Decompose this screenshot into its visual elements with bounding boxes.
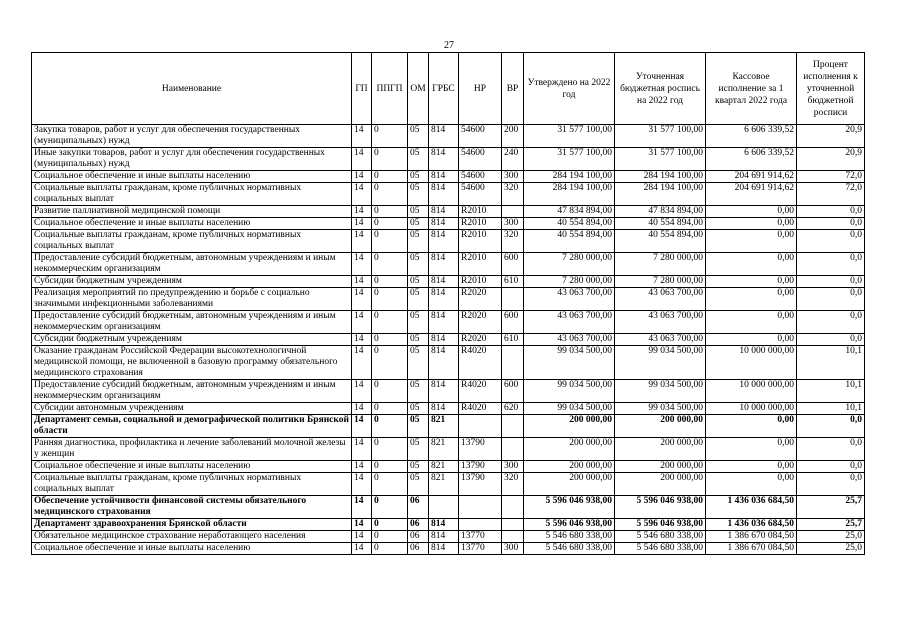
row-approved: 31 577 100,00 (524, 148, 615, 171)
row-cash: 0,00 (706, 206, 797, 218)
row-ppgp: 0 (372, 206, 408, 218)
row-nr: 54600 (459, 125, 502, 148)
row-gp: 14 (352, 531, 372, 543)
row-refined: 284 194 100,00 (615, 171, 706, 183)
row-name: Обязательное медицинское страхование неработающего населения (32, 531, 352, 543)
row-approved: 200 000,00 (524, 461, 615, 473)
row-percent: 25,7 (797, 496, 865, 519)
table-row (32, 206, 865, 218)
header-om: ОМ (408, 53, 429, 125)
row-ppgp: 0 (372, 253, 408, 276)
row-name: Субсидии бюджетным учреждениям (32, 334, 352, 346)
row-ppgp: 0 (372, 415, 408, 438)
row-approved: 7 280 000,00 (524, 253, 615, 276)
row-vr: 320 (502, 230, 524, 253)
row-refined: 99 034 500,00 (615, 380, 706, 403)
row-refined: 5 546 680 338,00 (615, 531, 706, 543)
table-row (32, 148, 865, 171)
row-name: Оказание гражданам Российской Федерации высокотехнологичной медицинской помощи, не включенной в базовую программу обязательного медицинского страхования (32, 346, 352, 380)
row-grbs: 814 (429, 543, 459, 555)
row-om: 05 (408, 288, 429, 311)
table-row (32, 473, 865, 496)
row-approved: 200 000,00 (524, 438, 615, 461)
row-cash: 204 691 914,62 (706, 183, 797, 206)
row-gp: 14 (352, 415, 372, 438)
row-nr: R2010 (459, 276, 502, 288)
row-om: 05 (408, 148, 429, 171)
header-vr: ВР (502, 53, 524, 125)
row-vr: 620 (502, 403, 524, 415)
row-percent: 0,0 (797, 334, 865, 346)
row-approved: 40 554 894,00 (524, 230, 615, 253)
row-gp: 14 (352, 473, 372, 496)
row-cash: 6 606 339,52 (706, 125, 797, 148)
row-om: 05 (408, 438, 429, 461)
row-om: 05 (408, 125, 429, 148)
row-refined: 7 280 000,00 (615, 253, 706, 276)
row-nr: R2020 (459, 311, 502, 334)
row-nr: R2010 (459, 218, 502, 230)
table-row (32, 183, 865, 206)
row-gp: 14 (352, 125, 372, 148)
row-cash: 0,00 (706, 288, 797, 311)
row-cash: 0,00 (706, 461, 797, 473)
row-ppgp: 0 (372, 218, 408, 230)
row-ppgp: 0 (372, 531, 408, 543)
row-percent: 25,0 (797, 531, 865, 543)
row-percent: 0,0 (797, 230, 865, 253)
row-refined: 31 577 100,00 (615, 125, 706, 148)
row-gp: 14 (352, 403, 372, 415)
row-cash: 0,00 (706, 218, 797, 230)
row-gp: 14 (352, 438, 372, 461)
row-vr: 300 (502, 461, 524, 473)
row-cash: 1 386 670 084,50 (706, 543, 797, 555)
row-om: 05 (408, 183, 429, 206)
row-gp: 14 (352, 496, 372, 519)
row-refined: 200 000,00 (615, 473, 706, 496)
row-nr: 54600 (459, 148, 502, 171)
row-vr: 300 (502, 171, 524, 183)
row-nr: R2010 (459, 206, 502, 218)
row-cash: 10 000 000,00 (706, 380, 797, 403)
page-number: 27 (444, 40, 454, 51)
row-nr: R2010 (459, 230, 502, 253)
header-row (32, 53, 865, 125)
row-gp: 14 (352, 206, 372, 218)
row-gp: 14 (352, 346, 372, 380)
row-grbs: 814 (429, 276, 459, 288)
row-om: 05 (408, 473, 429, 496)
row-vr: 320 (502, 183, 524, 206)
row-refined: 5 596 046 938,00 (615, 496, 706, 519)
row-cash: 0,00 (706, 438, 797, 461)
row-nr (459, 519, 502, 531)
row-name: Социальное обеспечение и иные выплаты населению (32, 461, 352, 473)
row-refined: 284 194 100,00 (615, 183, 706, 206)
row-name: Развитие паллиативной медицинской помощи (32, 206, 352, 218)
row-vr (502, 288, 524, 311)
row-cash: 10 000 000,00 (706, 403, 797, 415)
row-name: Департамент здравоохранения Брянской области (32, 519, 352, 531)
table-row (32, 218, 865, 230)
row-vr (502, 519, 524, 531)
table-row (32, 346, 865, 380)
row-approved: 284 194 100,00 (524, 171, 615, 183)
row-refined: 40 554 894,00 (615, 230, 706, 253)
budget-table (31, 52, 865, 555)
row-refined: 31 577 100,00 (615, 148, 706, 171)
table-row (32, 461, 865, 473)
row-vr (502, 531, 524, 543)
row-ppgp: 0 (372, 334, 408, 346)
row-nr: R4020 (459, 346, 502, 380)
row-vr: 200 (502, 125, 524, 148)
row-grbs: 821 (429, 473, 459, 496)
row-grbs (429, 496, 459, 519)
row-ppgp: 0 (372, 125, 408, 148)
table-row (32, 230, 865, 253)
row-nr: 13790 (459, 438, 502, 461)
row-approved: 5 546 680 338,00 (524, 531, 615, 543)
row-percent: 0,0 (797, 438, 865, 461)
row-percent: 10,1 (797, 403, 865, 415)
row-name: Департамент семьи, социальной и демографической политики Брянской области (32, 415, 352, 438)
row-grbs: 821 (429, 438, 459, 461)
row-approved: 43 063 700,00 (524, 311, 615, 334)
row-cash: 10 000 000,00 (706, 346, 797, 380)
row-approved: 5 546 680 338,00 (524, 543, 615, 555)
row-om: 06 (408, 543, 429, 555)
table-row (32, 438, 865, 461)
row-cash: 0,00 (706, 473, 797, 496)
row-name: Реализация мероприятий по предупреждению и борьбе с социально значимыми инфекционными заболеваниями (32, 288, 352, 311)
row-nr: 13770 (459, 531, 502, 543)
row-grbs: 821 (429, 461, 459, 473)
row-ppgp: 0 (372, 230, 408, 253)
row-cash: 1 436 036 684,50 (706, 519, 797, 531)
row-grbs: 814 (429, 288, 459, 311)
row-grbs: 814 (429, 148, 459, 171)
row-percent: 0,0 (797, 218, 865, 230)
row-name: Субсидии автономным учреждениям (32, 403, 352, 415)
row-vr: 600 (502, 311, 524, 334)
row-name: Субсидии бюджетным учреждениям (32, 276, 352, 288)
row-name: Предоставление субсидий бюджетным, автономным учреждениям и иным некоммерческим организациям (32, 253, 352, 276)
row-gp: 14 (352, 148, 372, 171)
row-refined: 200 000,00 (615, 438, 706, 461)
row-grbs: 814 (429, 403, 459, 415)
row-ppgp: 0 (372, 519, 408, 531)
row-vr: 300 (502, 543, 524, 555)
row-approved: 5 596 046 938,00 (524, 519, 615, 531)
row-approved: 31 577 100,00 (524, 125, 615, 148)
row-percent: 25,7 (797, 519, 865, 531)
row-vr: 300 (502, 218, 524, 230)
row-gp: 14 (352, 230, 372, 253)
row-name: Социальные выплаты гражданам, кроме публичных нормативных социальных выплат (32, 183, 352, 206)
row-ppgp: 0 (372, 346, 408, 380)
row-cash: 0,00 (706, 253, 797, 276)
row-cash: 0,00 (706, 230, 797, 253)
table-row (32, 543, 865, 555)
row-grbs: 821 (429, 415, 459, 438)
table-row (32, 496, 865, 519)
row-vr (502, 206, 524, 218)
row-nr (459, 496, 502, 519)
row-refined: 200 000,00 (615, 415, 706, 438)
row-om: 05 (408, 380, 429, 403)
row-om: 05 (408, 206, 429, 218)
row-name: Закупка товаров, работ и услуг для обеспечения государственных (муниципальных) нужд (32, 125, 352, 148)
row-approved: 7 280 000,00 (524, 276, 615, 288)
header-approved: Утверждено на 2022 год (524, 53, 615, 125)
row-grbs: 814 (429, 334, 459, 346)
row-approved: 200 000,00 (524, 415, 615, 438)
row-cash: 0,00 (706, 415, 797, 438)
header-name: Наименование (32, 53, 352, 125)
row-gp: 14 (352, 253, 372, 276)
row-gp: 14 (352, 171, 372, 183)
row-refined: 40 554 894,00 (615, 218, 706, 230)
row-approved: 43 063 700,00 (524, 288, 615, 311)
row-ppgp: 0 (372, 461, 408, 473)
row-percent: 25,0 (797, 543, 865, 555)
row-refined: 7 280 000,00 (615, 276, 706, 288)
row-refined: 43 063 700,00 (615, 311, 706, 334)
row-gp: 14 (352, 276, 372, 288)
header-nr: НР (459, 53, 502, 125)
row-grbs: 814 (429, 206, 459, 218)
row-refined: 99 034 500,00 (615, 403, 706, 415)
row-approved: 43 063 700,00 (524, 334, 615, 346)
table-row (32, 531, 865, 543)
row-percent: 0,0 (797, 288, 865, 311)
row-grbs: 814 (429, 125, 459, 148)
table-row (32, 253, 865, 276)
row-name: Обеспечение устойчивости финансовой системы обязательного медицинского страхования (32, 496, 352, 519)
row-vr: 610 (502, 334, 524, 346)
row-nr: R2010 (459, 253, 502, 276)
row-ppgp: 0 (372, 311, 408, 334)
table-row (32, 380, 865, 403)
row-percent: 72,0 (797, 171, 865, 183)
row-gp: 14 (352, 543, 372, 555)
row-grbs: 814 (429, 183, 459, 206)
row-name: Предоставление субсидий бюджетным, автономным учреждениям и иным некоммерческим организациям (32, 380, 352, 403)
row-refined: 43 063 700,00 (615, 288, 706, 311)
row-gp: 14 (352, 218, 372, 230)
row-name: Социальное обеспечение и иные выплаты населению (32, 218, 352, 230)
header-ppgp: ППГП (372, 53, 408, 125)
table-row (32, 403, 865, 415)
table-row (32, 276, 865, 288)
table-row (32, 334, 865, 346)
row-cash: 0,00 (706, 276, 797, 288)
row-ppgp: 0 (372, 380, 408, 403)
row-ppgp: 0 (372, 183, 408, 206)
row-om: 06 (408, 531, 429, 543)
row-percent: 72,0 (797, 183, 865, 206)
row-percent: 0,0 (797, 311, 865, 334)
row-cash: 1 436 036 684,50 (706, 496, 797, 519)
row-cash: 204 691 914,62 (706, 171, 797, 183)
row-ppgp: 0 (372, 496, 408, 519)
row-om: 05 (408, 311, 429, 334)
row-vr (502, 415, 524, 438)
row-ppgp: 0 (372, 543, 408, 555)
row-nr: 13770 (459, 543, 502, 555)
row-ppgp: 0 (372, 473, 408, 496)
row-name: Предоставление субсидий бюджетным, автономным учреждениям и иным некоммерческим организациям (32, 311, 352, 334)
row-grbs: 814 (429, 311, 459, 334)
row-nr: R2020 (459, 288, 502, 311)
row-percent: 0,0 (797, 206, 865, 218)
row-approved: 5 596 046 938,00 (524, 496, 615, 519)
row-nr (459, 415, 502, 438)
row-percent: 10,1 (797, 346, 865, 380)
row-cash: 1 386 670 084,50 (706, 531, 797, 543)
row-grbs: 814 (429, 519, 459, 531)
row-vr (502, 346, 524, 380)
row-om: 05 (408, 218, 429, 230)
row-approved: 47 834 894,00 (524, 206, 615, 218)
row-nr: 13790 (459, 473, 502, 496)
row-refined: 99 034 500,00 (615, 346, 706, 380)
row-percent: 0,0 (797, 415, 865, 438)
row-cash: 0,00 (706, 311, 797, 334)
row-refined: 5 546 680 338,00 (615, 543, 706, 555)
row-ppgp: 0 (372, 276, 408, 288)
row-name: Ранняя диагностика, профилактика и лечение заболеваний молочной железы у женщин (32, 438, 352, 461)
row-ppgp: 0 (372, 148, 408, 171)
row-nr: R2020 (459, 334, 502, 346)
row-name: Социальные выплаты гражданам, кроме публичных нормативных социальных выплат (32, 473, 352, 496)
row-ppgp: 0 (372, 288, 408, 311)
table-row (32, 171, 865, 183)
row-approved: 40 554 894,00 (524, 218, 615, 230)
row-gp: 14 (352, 334, 372, 346)
row-name: Социальное обеспечение и иные выплаты населению (32, 171, 352, 183)
row-refined: 47 834 894,00 (615, 206, 706, 218)
row-grbs: 814 (429, 346, 459, 380)
row-ppgp: 0 (372, 403, 408, 415)
row-percent: 10,1 (797, 380, 865, 403)
row-cash: 6 606 339,52 (706, 148, 797, 171)
row-percent: 20,9 (797, 125, 865, 148)
table-row (32, 519, 865, 531)
row-approved: 99 034 500,00 (524, 403, 615, 415)
header-percent: Процент исполнения к уточненной бюджетной росписи (797, 53, 865, 125)
row-percent: 0,0 (797, 276, 865, 288)
row-gp: 14 (352, 461, 372, 473)
row-grbs: 814 (429, 171, 459, 183)
row-vr (502, 438, 524, 461)
row-name: Иные закупки товаров, работ и услуг для обеспечения государственных (муниципальных) нужд (32, 148, 352, 171)
row-om: 05 (408, 415, 429, 438)
row-gp: 14 (352, 311, 372, 334)
row-om: 05 (408, 230, 429, 253)
row-cash: 0,00 (706, 334, 797, 346)
row-om: 05 (408, 171, 429, 183)
header-refined: Уточненная бюджетная роспись на 2022 год (615, 53, 706, 125)
row-vr: 600 (502, 380, 524, 403)
row-grbs: 814 (429, 218, 459, 230)
row-refined: 5 596 046 938,00 (615, 519, 706, 531)
row-nr: R4020 (459, 403, 502, 415)
row-gp: 14 (352, 380, 372, 403)
row-om: 05 (408, 276, 429, 288)
row-approved: 200 000,00 (524, 473, 615, 496)
row-percent: 0,0 (797, 253, 865, 276)
row-approved: 284 194 100,00 (524, 183, 615, 206)
row-approved: 99 034 500,00 (524, 380, 615, 403)
row-refined: 200 000,00 (615, 461, 706, 473)
header-grbs: ГРБС (429, 53, 459, 125)
row-vr: 600 (502, 253, 524, 276)
row-grbs: 814 (429, 531, 459, 543)
row-approved: 99 034 500,00 (524, 346, 615, 380)
row-vr: 320 (502, 473, 524, 496)
row-om: 05 (408, 253, 429, 276)
row-grbs: 814 (429, 380, 459, 403)
row-grbs: 814 (429, 230, 459, 253)
row-name: Социальное обеспечение и иные выплаты населению (32, 543, 352, 555)
row-percent: 0,0 (797, 461, 865, 473)
row-percent: 0,0 (797, 473, 865, 496)
row-name: Социальные выплаты гражданам, кроме публичных нормативных социальных выплат (32, 230, 352, 253)
row-gp: 14 (352, 183, 372, 206)
row-ppgp: 0 (372, 438, 408, 461)
row-gp: 14 (352, 519, 372, 531)
header-gp: ГП (352, 53, 372, 125)
row-vr: 610 (502, 276, 524, 288)
row-om: 05 (408, 403, 429, 415)
row-nr: 13790 (459, 461, 502, 473)
table-row (32, 311, 865, 334)
row-vr: 240 (502, 148, 524, 171)
table-row (32, 288, 865, 311)
row-nr: 54600 (459, 171, 502, 183)
row-percent: 20,9 (797, 148, 865, 171)
row-om: 05 (408, 461, 429, 473)
table-row (32, 415, 865, 438)
table-row (32, 125, 865, 148)
row-refined: 43 063 700,00 (615, 334, 706, 346)
row-nr: R4020 (459, 380, 502, 403)
row-om: 05 (408, 334, 429, 346)
row-ppgp: 0 (372, 171, 408, 183)
header-cash: Кассовое исполнение за 1 квартал 2022 года (706, 53, 797, 125)
row-grbs: 814 (429, 253, 459, 276)
row-om: 06 (408, 496, 429, 519)
row-gp: 14 (352, 288, 372, 311)
row-om: 06 (408, 519, 429, 531)
row-vr (502, 496, 524, 519)
row-om: 05 (408, 346, 429, 380)
row-nr: 54600 (459, 183, 502, 206)
